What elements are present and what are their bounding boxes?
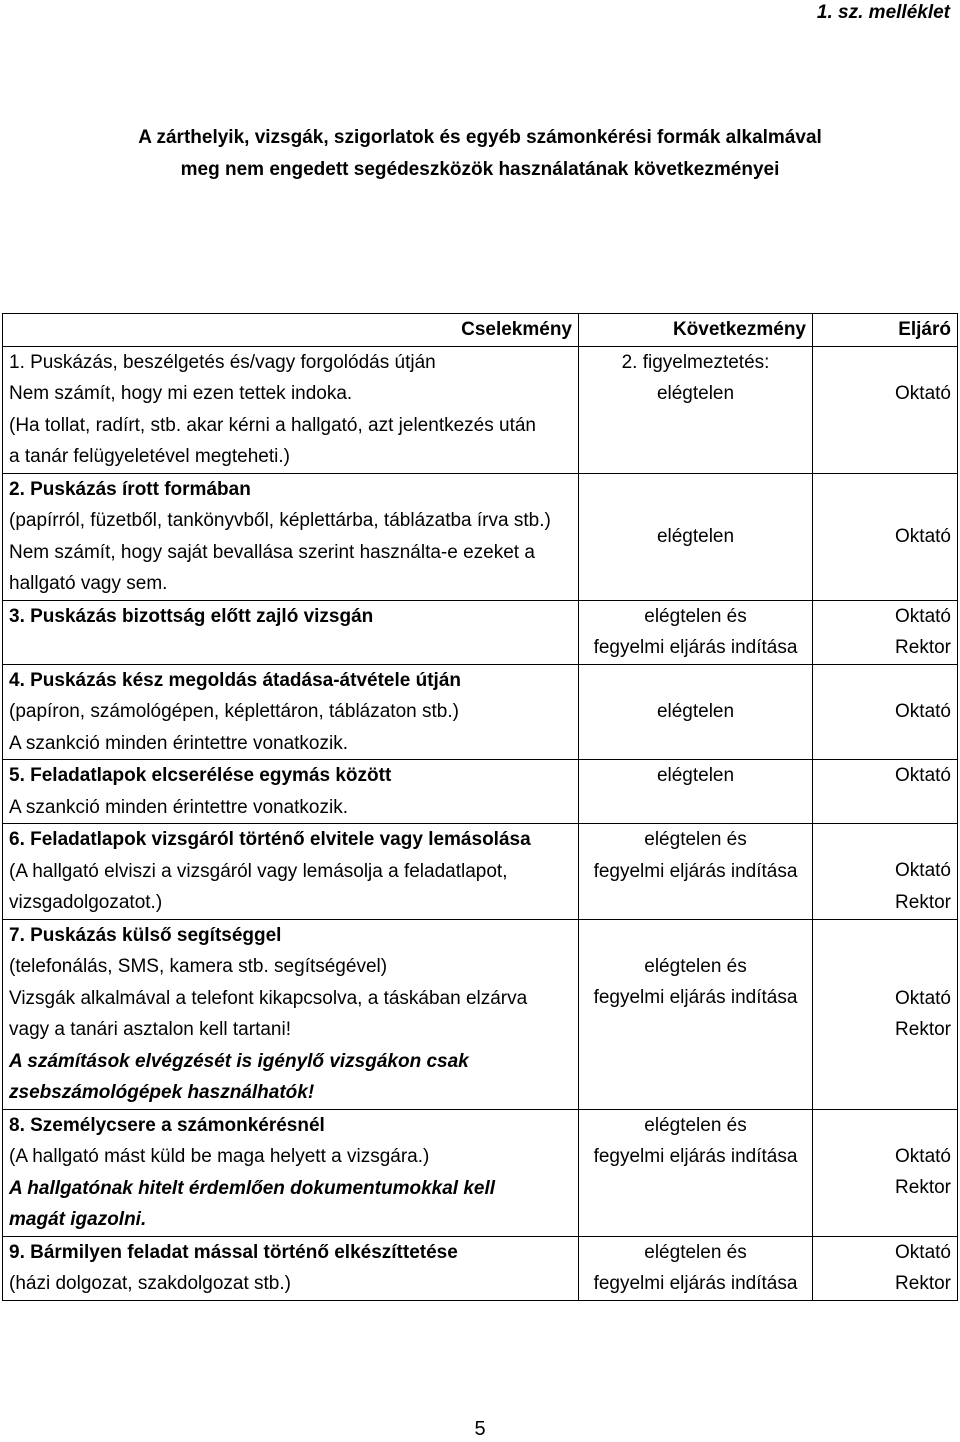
act-cell bbox=[3, 919, 579, 1109]
table-row bbox=[3, 919, 958, 1109]
procedure-line: Oktató bbox=[895, 525, 951, 547]
table-row bbox=[3, 600, 958, 664]
act-line: hallgató vagy sem. bbox=[9, 573, 168, 594]
procedure-cell bbox=[813, 1236, 958, 1300]
procedure-line: Oktató bbox=[895, 1145, 951, 1167]
act-cell bbox=[3, 473, 579, 600]
procedure-line: Oktató bbox=[895, 382, 951, 404]
consequence-cell bbox=[579, 346, 813, 473]
procedure-cell bbox=[813, 600, 958, 664]
procedure-cell bbox=[813, 346, 958, 473]
act-cell bbox=[3, 1236, 579, 1300]
procedure-line: Rektor bbox=[895, 1273, 951, 1294]
consequence-line: elégtelen és bbox=[644, 605, 747, 627]
procedure-line: Rektor bbox=[895, 1019, 951, 1040]
consequence-line: fegyelmi eljárás indítása bbox=[593, 860, 798, 882]
consequence-cell bbox=[579, 473, 813, 600]
consequence-line: elégtelen bbox=[656, 765, 735, 786]
act-line: Vizsgák alkalmával a telefont kikapcsolva, a táskában elzárva bbox=[9, 987, 528, 1009]
procedure-line: Rektor bbox=[895, 637, 951, 658]
act-line: A szankció minden érintettre vonatkozik. bbox=[9, 796, 349, 818]
consequence-line: elégtelen bbox=[656, 383, 735, 404]
header-consequence: Következmény bbox=[579, 314, 813, 347]
act-line: Nem számít, hogy saját bevallása szerint használta-e ezeket a bbox=[9, 541, 535, 563]
act-cell bbox=[3, 760, 579, 824]
header-procedure: Eljáró bbox=[813, 314, 958, 347]
act-cell bbox=[3, 346, 579, 473]
consequence-line: fegyelmi eljárás indítása bbox=[593, 637, 798, 658]
consequence-line: fegyelmi eljárás indítása bbox=[593, 987, 798, 1008]
act-heading: 3. Puskázás bizottság előtt zajló vizsgán bbox=[9, 605, 374, 627]
act-line: (A hallgató elviszi a vizsgáról vagy lemásolja a feladatlapot, bbox=[9, 860, 508, 882]
procedure-line: Rektor bbox=[895, 891, 951, 913]
act-line: (házi dolgozat, szakdolgozat stb.) bbox=[9, 1273, 291, 1294]
document-title bbox=[0, 122, 960, 186]
consequence-line: elégtelen bbox=[656, 701, 735, 722]
act-heading: 6. Feladatlapok vizsgáról történő elvitele vagy lemásolása bbox=[9, 829, 531, 850]
act-line: (Ha tollat, radírt, stb. akar kérni a hallgató, azt jelentkezés után bbox=[9, 414, 536, 436]
act-cell bbox=[3, 664, 579, 760]
table-row bbox=[3, 346, 958, 473]
consequence-line: elégtelen és bbox=[644, 1114, 747, 1136]
act-cell bbox=[3, 1109, 579, 1236]
consequence-cell bbox=[579, 760, 813, 824]
consequence-line: fegyelmi eljárás indítása bbox=[593, 1146, 798, 1167]
table-row bbox=[3, 1236, 958, 1300]
procedure-line: Oktató bbox=[895, 605, 951, 627]
act-heading: 7. Puskázás külső segítséggel bbox=[9, 924, 282, 946]
act-line: (papírról, füzetből, tankönyvből, képlettárba, táblázatba írva stb.) bbox=[9, 510, 551, 531]
procedure-cell bbox=[813, 824, 958, 920]
procedure-cell bbox=[813, 473, 958, 600]
act-line: vizsgadolgozatot.) bbox=[9, 892, 163, 913]
act-line: 1. Puskázás, beszélgetés és/vagy forgolódás útján bbox=[9, 351, 436, 373]
act-line: a tanár felügyeletével megteheti.) bbox=[9, 446, 290, 467]
procedure-line: Oktató bbox=[895, 1241, 951, 1263]
act-line: (telefonálás, SMS, kamera stb. segítségével) bbox=[9, 956, 388, 977]
title-line-2: meg nem engedett segédeszközök használatának következményei bbox=[180, 159, 780, 180]
procedure-line: Oktató bbox=[895, 987, 951, 1009]
act-line: Nem számít, hogy mi ezen tettek indoka. bbox=[9, 383, 353, 404]
act-note: A számítások elvégzését is igénylő vizsgákon csak bbox=[9, 1050, 469, 1072]
table-row bbox=[3, 1109, 958, 1236]
table-header-row bbox=[3, 314, 958, 347]
consequence-cell bbox=[579, 600, 813, 664]
act-line: (A hallgató mást küld be maga helyett a vizsgára.) bbox=[9, 1146, 430, 1167]
consequence-line: fegyelmi eljárás indítása bbox=[593, 1273, 798, 1294]
consequence-line: elégtelen és bbox=[644, 955, 747, 977]
consequence-cell bbox=[579, 664, 813, 760]
procedure-line: Oktató bbox=[895, 701, 951, 722]
act-note: A hallgatónak hitelt érdemlően dokumentumokkal kell bbox=[9, 1177, 496, 1199]
act-heading: 9. Bármilyen feladat mással történő elkészíttetése bbox=[9, 1241, 458, 1263]
act-heading: 5. Feladatlapok elcserélése egymás között bbox=[9, 765, 392, 786]
procedure-line: Oktató bbox=[895, 765, 951, 786]
page-number: 5 bbox=[474, 1418, 486, 1440]
procedure-cell bbox=[813, 919, 958, 1109]
procedure-line: Rektor bbox=[895, 1177, 951, 1198]
act-note: zsebszámológépek használhatók! bbox=[9, 1082, 315, 1103]
consequence-line: elégtelen és bbox=[644, 1241, 747, 1263]
title-line-1: A zárthelyik, vizsgák, szigorlatok és egyéb számonkérési formák alkalmával bbox=[138, 127, 822, 148]
act-cell bbox=[3, 824, 579, 920]
annex-label: 1. sz. melléklet bbox=[816, 2, 950, 23]
table-row bbox=[3, 473, 958, 600]
table-row bbox=[3, 664, 958, 760]
act-line: (papíron, számológépen, képlettáron, táblázaton stb.) bbox=[9, 701, 459, 722]
act-heading: 4. Puskázás kész megoldás átadása-átvétele útján bbox=[9, 669, 461, 691]
header-act: Cselekmény bbox=[3, 314, 579, 347]
consequence-cell bbox=[579, 1109, 813, 1236]
procedure-line: Oktató bbox=[895, 860, 951, 881]
act-line: A szankció minden érintettre vonatkozik. bbox=[9, 732, 349, 754]
procedure-cell bbox=[813, 664, 958, 760]
consequence-cell bbox=[579, 824, 813, 920]
procedure-cell bbox=[813, 760, 958, 824]
act-line: vagy a tanári asztalon kell tartani! bbox=[9, 1019, 291, 1040]
act-note: magát igazolni. bbox=[9, 1209, 147, 1230]
table-row bbox=[3, 824, 958, 920]
procedure-cell bbox=[813, 1109, 958, 1236]
consequence-line: elégtelen bbox=[656, 525, 735, 547]
table-row bbox=[3, 760, 958, 824]
act-heading: 2. Puskázás írott formában bbox=[9, 478, 251, 500]
consequence-cell bbox=[579, 1236, 813, 1300]
consequence-line: elégtelen és bbox=[644, 829, 747, 850]
consequence-line: 2. figyelmeztetés: bbox=[621, 351, 770, 373]
act-cell bbox=[3, 600, 579, 664]
sanctions-table bbox=[2, 313, 958, 1301]
consequence-cell bbox=[579, 919, 813, 1109]
act-heading: 8. Személycsere a számonkérésnél bbox=[9, 1114, 325, 1136]
